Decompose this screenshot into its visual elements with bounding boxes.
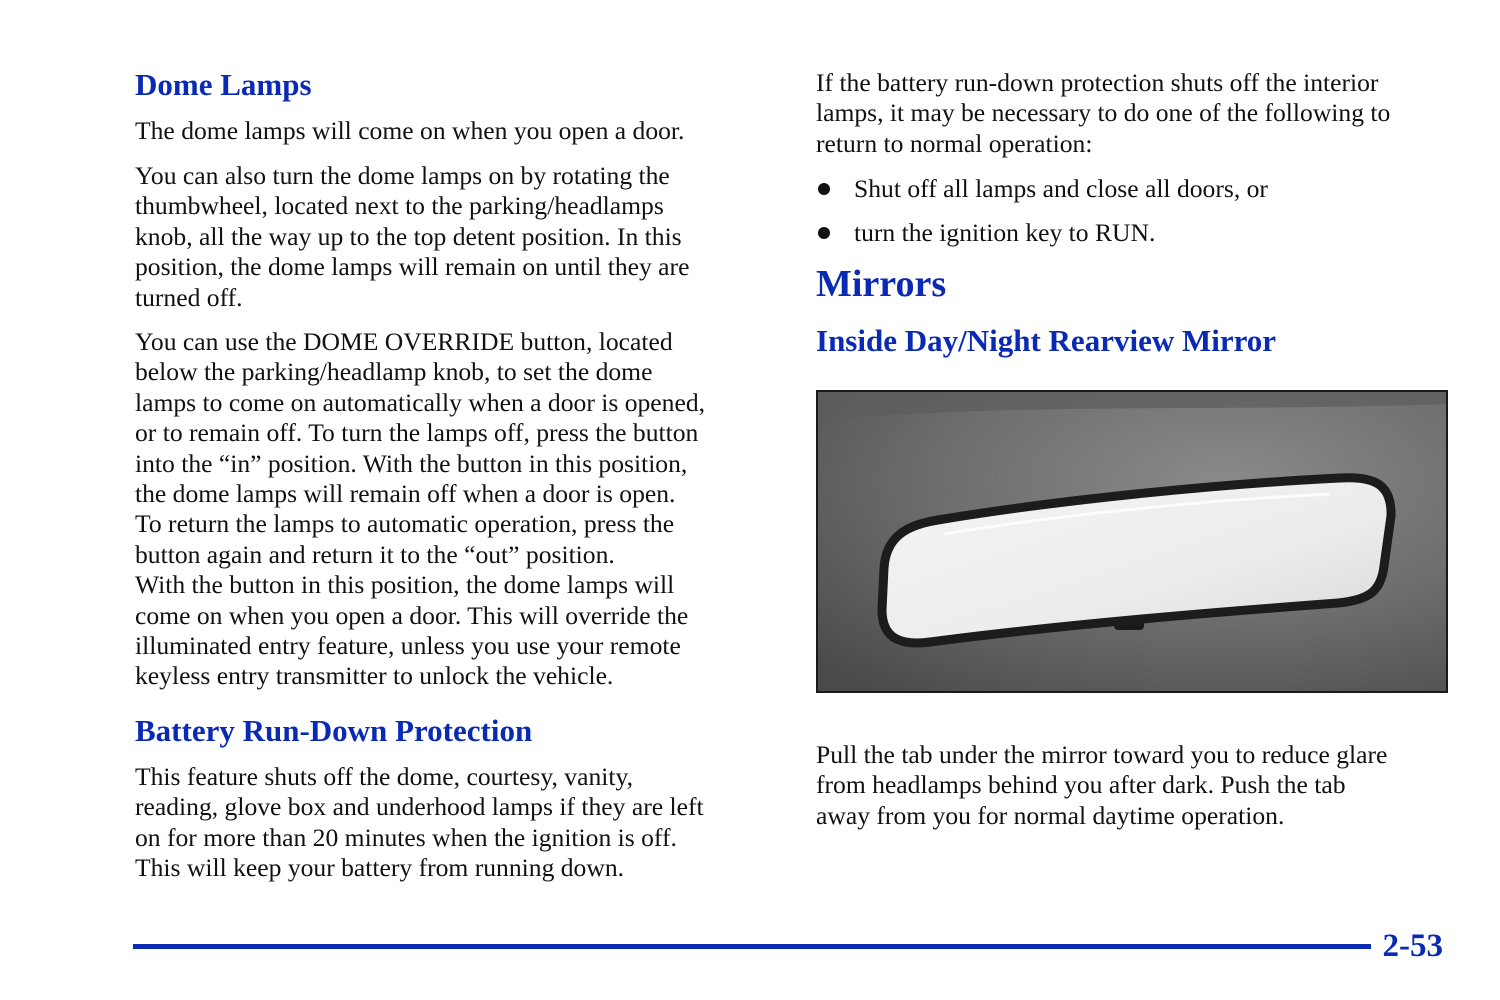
inside-mirror-heading: Inside Day/Night Rearview Mirror [816,323,1277,358]
bullet-dot-icon [818,227,830,239]
dome-lamps-heading: Dome Lamps [135,67,312,102]
page-number: 2-53 [1382,928,1443,964]
battery-intro-paragraph: If the battery run-down protection shuts off the interior lamps, it may be necessary to do one of the following to return to normal operation: [816,68,1391,158]
mirrors-heading: Mirrors [816,263,947,305]
battery-protection-heading: Battery Run-Down Protection [135,713,533,748]
battery-protection-paragraph: This feature shuts off the dome, courtesy, vanity, reading, glove box and underhood lamps if they are left on for more than 20 minutes when the ignition is off. This will keep your battery from running down. [135,762,704,883]
dome-lamps-paragraph-2: You can also turn the dome lamps on by rotating the thumbwheel, located next to the parking/headlamps knob, all the way up to the top detent position. In this position, the dome lamps will remain on until they are turned off. [135,161,690,312]
mirror-instructions-paragraph: Pull the tab under the mirror toward you to reduce glare from headlamps behind you after dark. Push the tab away from you for normal daytime operation. [816,740,1388,830]
rearview-mirror-svg [818,392,1446,691]
bullet-dot-icon [818,183,830,195]
dome-lamps-paragraph-3: You can use the DOME OVERRIDE button, located below the parking/headlamp knob, to set the dome lamps to come on automatically when a door is opened, or to remain off. To turn the lamps off, press the button into the “in” position. With the button in this position, the dome lamps will remain off when a door is open. To return the lamps to automatic operation, press the button again and return it to the “out” position. With the button in this position, the dome lamps will come on when you open a door. This will override the illuminated entry feature, unless you use your remote keyless entry transmitter to unlock the vehicle. [135,327,706,691]
footer-rule [133,944,1371,949]
rearview-mirror-illustration [816,390,1448,693]
dome-lamps-paragraph-1: The dome lamps will come on when you open a door. [135,116,685,145]
